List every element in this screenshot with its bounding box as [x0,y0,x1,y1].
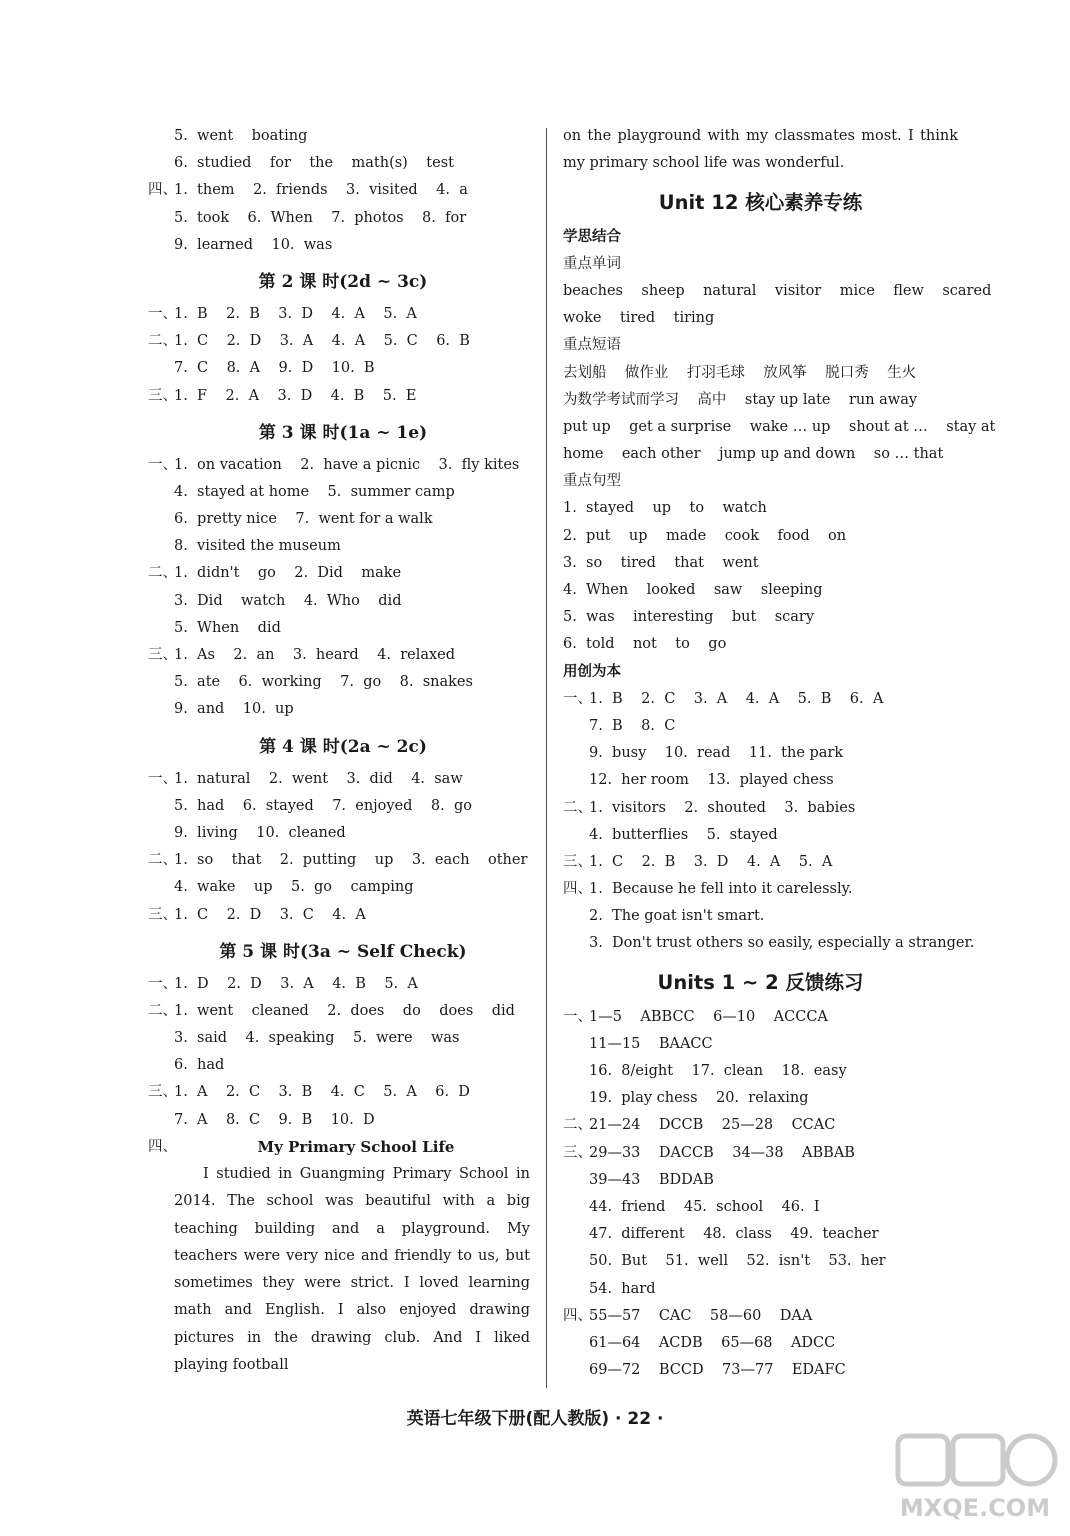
answer-text: 21—24 DCCB 25—28 CCAC [589,1117,836,1134]
answer-line [148,696,538,723]
answer-line [148,971,538,998]
list-line: 1. stayed up to watch [563,500,767,517]
answer-text: 6. pretty nice 7. went for a walk [174,511,433,528]
answer-text: 6. had [174,1057,225,1074]
answer-line [148,328,538,355]
section-number [148,479,174,506]
answer-line [148,383,538,410]
answer-block-top [148,123,538,259]
lesson-2-heading: 第 2 课 时(2d ~ 3c) [258,271,428,292]
section-number: 三、 [148,387,177,404]
section-number [148,820,174,847]
answer-text: 4. wake up 5. go camping [174,879,414,896]
answer-text: 1. them 2. friends 3. visited 4. a [174,182,468,199]
key-words-list [563,278,992,332]
answer-text: 19. play chess 20. relaxing [589,1090,809,1107]
answer-text: 5. went boating [174,128,308,144]
column-divider [546,128,547,1388]
section-number: 一、 [563,1008,592,1025]
section-number [563,1058,589,1085]
answer-line [148,847,538,874]
answer-line [148,560,538,587]
section-number: 一、 [563,690,592,707]
lesson-4-answers [148,766,538,929]
units12-heading: Units 1 ~ 2 反馈练习 [657,970,864,994]
section-number: 二、 [563,1117,592,1134]
answer-line [563,795,958,822]
units12-answers [563,1004,958,1385]
answer-text: 8. visited the museum [174,538,341,555]
section-number [148,150,174,177]
answer-line [148,874,538,901]
answer-text: 50. But 51. well 52. isn't 53. her [589,1253,886,1270]
section-number [148,1107,174,1134]
section-number [148,232,174,259]
key-sentences-list [563,495,958,658]
lesson-2-answers [148,301,538,410]
section-number: 三、 [563,1144,592,1161]
answer-text: 1—5 ABBCC 6—10 ACCCA [589,1008,828,1025]
answer-line [148,123,538,150]
list-line: 6. told not to go [563,636,727,653]
section-number: 二、 [563,799,592,816]
list-line: 5. was interesting but scary [563,609,815,626]
answer-line [148,232,538,259]
answer-line [563,1112,958,1139]
answer-text: 1. so that 2. putting up 3. each other [174,852,528,869]
answer-text: 3. said 4. speaking 5. were was [174,1030,460,1047]
answer-text: 1. B 2. B 3. D 4. A 5. A [174,305,417,322]
answer-text: 12. her room 13. played chess [589,772,834,789]
list-line: woke tired tiring [563,310,715,327]
section-number: 三、 [148,906,177,923]
answer-text: 6. studied for the math(s) test [174,155,454,172]
answer-line [148,205,538,232]
list-line: 去划船 做作业 打羽毛球 放风筝 脱口秀 生火 [563,364,917,381]
answer-text: 5. took 6. When 7. photos 8. for [174,209,467,226]
answer-text: 1. on vacation 2. have a picnic 3. fly kites [174,456,520,473]
svg-text:MXQE.COM: MXQE.COM [899,1494,1051,1522]
answer-line [563,686,958,713]
subsection-label: 用创为本 [563,663,621,680]
answer-text: 4. stayed at home 5. summer camp [174,483,455,500]
section-number: 四、 [563,881,592,898]
answer-line [563,1140,958,1167]
answer-line [148,998,538,1025]
answer-line [148,615,538,642]
watermark-logo [893,1431,1058,1526]
section-number [148,205,174,232]
section-number [563,1248,589,1275]
answer-text: 1. C 2. D 3. A 4. A 5. C 6. B [174,333,470,350]
answer-line [148,669,538,696]
answer-line [148,793,538,820]
list-line: home each other jump up and down so … that [563,446,944,463]
answer-text: 1. A 2. C 3. B 4. C 5. A 6. D [174,1084,470,1101]
answer-text: 54. hard [589,1280,656,1297]
answer-line [563,740,958,767]
section-number [148,588,174,615]
section-number [563,1276,589,1303]
answer-text: 61—64 ACDB 65—68 ADCC [589,1334,836,1351]
answer-text: 1. visitors 2. shouted 3. babies [589,799,856,816]
key-phrases-list [563,360,996,469]
answer-line [148,1052,538,1079]
lesson-4-heading: 第 4 课 时(2a ~ 2c) [259,736,427,757]
section-number: 二、 [148,565,177,582]
subsection-label: 学思结合 [563,228,621,245]
list-line: 为数学考试而学习 高中 stay up late run away [563,391,918,408]
answer-line [148,533,538,560]
section-number [148,696,174,723]
section-number [563,767,589,794]
answer-text: 1. B 2. C 3. A 4. A 5. B 6. A [589,690,884,707]
answer-line [148,902,538,929]
section-number [148,669,174,696]
section-number: 一、 [148,305,177,322]
answer-line [148,820,538,847]
answer-line [563,1357,958,1384]
list-line: put up get a surprise wake … up shout at … stay at [563,418,996,435]
answer-line [148,1079,538,1106]
answer-line [563,1194,958,1221]
section-number: 一、 [148,770,177,787]
section-number [563,1330,589,1357]
answer-text: 1. natural 2. went 3. did 4. saw [174,770,463,787]
answer-text: 39—43 BDDAB [589,1171,714,1188]
answer-text: 1. As 2. an 3. heard 4. relaxed [174,647,456,663]
section-number [148,1025,174,1052]
answer-text: 9. learned 10. was [174,236,333,253]
section-number: 三、 [148,647,177,663]
essay-title: My Primary School Life [257,1137,455,1156]
answer-text: 5. When did [174,619,281,636]
answer-line [563,1303,958,1330]
essay-title-row [148,1134,538,1161]
answer-line [563,1058,958,1085]
answer-text: 29—33 DACCB 34—38 ABBAB [589,1144,855,1161]
answer-text: 1. C 2. B 3. D 4. A 5. A [589,853,833,870]
right-column [563,123,996,1384]
answer-text: 9. and 10. up [174,701,294,718]
answer-line [563,1004,958,1031]
section-number [148,123,174,150]
essay-continuation: on the playground with my classmates most. I think my primary school life was wonderful. [563,128,958,172]
answer-text: 1. didn't go 2. Did make [174,565,402,582]
answer-line [148,177,538,204]
section-number [148,506,174,533]
section-number [148,874,174,901]
answer-text: 11—15 BAACC [589,1035,713,1052]
section-number: 一、 [148,456,177,473]
answer-text: 5. ate 6. working 7. go 8. snakes [174,674,473,691]
section-number: 三、 [563,853,592,870]
answer-line [563,1330,958,1357]
answer-line [148,588,538,615]
lesson-5-answers [148,971,538,1134]
section-number [563,1357,589,1384]
answer-line [148,1107,538,1134]
answer-line [563,1167,958,1194]
section-number [563,930,589,957]
key-words-label: 重点单词 [563,255,621,272]
answer-line [148,301,538,328]
section-number [148,355,174,382]
section-number: 二、 [148,333,177,350]
answer-line [563,1276,958,1303]
section-number [563,1221,589,1248]
answer-text: 1. went cleaned 2. does do does did [174,1002,515,1019]
answer-text: 1. C 2. D 3. C 4. A [174,906,366,923]
answer-line [148,642,538,669]
answer-text: 3. Don't trust others so easily, especially a stranger. [589,935,975,952]
answer-line [563,713,958,740]
answer-text: 2. The goat isn't smart. [589,908,765,925]
answer-text: 7. B 8. C [589,717,676,734]
section-number [563,713,589,740]
unit12-answers [563,686,975,958]
section-number [563,903,589,930]
section-number [148,793,174,820]
section-number [148,1052,174,1079]
answer-text: 1. Because he fell into it carelessly. [589,881,853,898]
lesson-3-heading: 第 3 课 时(1a ~ 1e) [258,422,428,443]
key-phrases-label: 重点短语 [563,337,621,354]
answer-text: 69—72 BCCD 73—77 EDAFC [589,1362,846,1379]
list-line: beaches sheep natural visitor mice flew scared [563,282,992,299]
answer-line [563,767,958,794]
list-line: 3. so tired that went [563,554,759,571]
page-footer: 英语七年级下册(配人教版) · 22 · [406,1409,664,1429]
key-sentences-label: 重点句型 [563,473,621,490]
answer-text: 7. A 8. C 9. B 10. D [174,1111,375,1128]
left-column [148,123,538,1379]
section-number: 四、 [148,182,177,199]
answer-line [148,452,538,479]
answer-text: 1. D 2. D 3. A 4. B 5. A [174,975,418,992]
answer-text: 5. had 6. stayed 7. enjoyed 8. go [174,797,472,814]
answer-line [148,766,538,793]
section-number [563,1194,589,1221]
answer-text: 7. C 8. A 9. D 10. B [174,360,375,377]
answer-line [148,355,538,382]
section-number: 二、 [148,852,177,869]
unit12-heading: Unit 12 核心素养专练 [658,190,863,214]
lesson-5-heading: 第 5 课 时(3a ~ Self Check) [219,941,467,962]
section-number [148,615,174,642]
answer-text: 3. Did watch 4. Who did [174,592,402,609]
answer-line [148,1025,538,1052]
essay-section-label: 四、 [148,1138,177,1155]
answer-text: 55—57 CAC 58—60 DAA [589,1307,813,1324]
answer-line [148,479,538,506]
section-number: 四、 [563,1307,592,1324]
answer-line [563,849,958,876]
answer-text: 44. friend 45. school 46. I [589,1198,820,1215]
answer-line [563,1085,958,1112]
answer-line [563,822,958,849]
answer-line [563,1221,958,1248]
section-number [563,1031,589,1058]
answer-text: 47. different 48. class 49. teacher [589,1226,879,1243]
answer-line [563,930,975,957]
answer-line [148,150,538,177]
section-number [563,1085,589,1112]
answer-line [563,1248,958,1275]
answer-line [563,1031,958,1058]
lesson-3-answers [148,452,538,724]
section-number: 一、 [148,975,177,992]
answer-line [563,876,958,903]
section-number [148,533,174,560]
essay-body: I studied in Guangming Primary School in 2014. The school was beautiful with a big teaching building and a playground. My teachers were very nice and friendly to us, but sometimes they were strict. I loved learning math and English. I also enjoyed drawing pictures in the drawing club. And I liked playing football [174,1166,530,1374]
section-number: 二、 [148,1002,177,1019]
answer-text: 1. F 2. A 3. D 4. B 5. E [174,387,417,404]
list-line: 2. put up made cook food on [563,527,847,544]
section-number [563,1167,589,1194]
answer-line [148,506,538,533]
answer-text: 9. living 10. cleaned [174,824,346,841]
answer-text: 16. 8/eight 17. clean 18. easy [589,1063,847,1080]
section-number [563,822,589,849]
answer-line [563,903,958,930]
answer-text: 4. butterflies 5. stayed [589,826,778,843]
list-line: 4. When looked saw sleeping [563,582,823,599]
section-number [563,740,589,767]
section-number: 三、 [148,1084,177,1101]
answer-text: 9. busy 10. read 11. the park [589,745,844,762]
